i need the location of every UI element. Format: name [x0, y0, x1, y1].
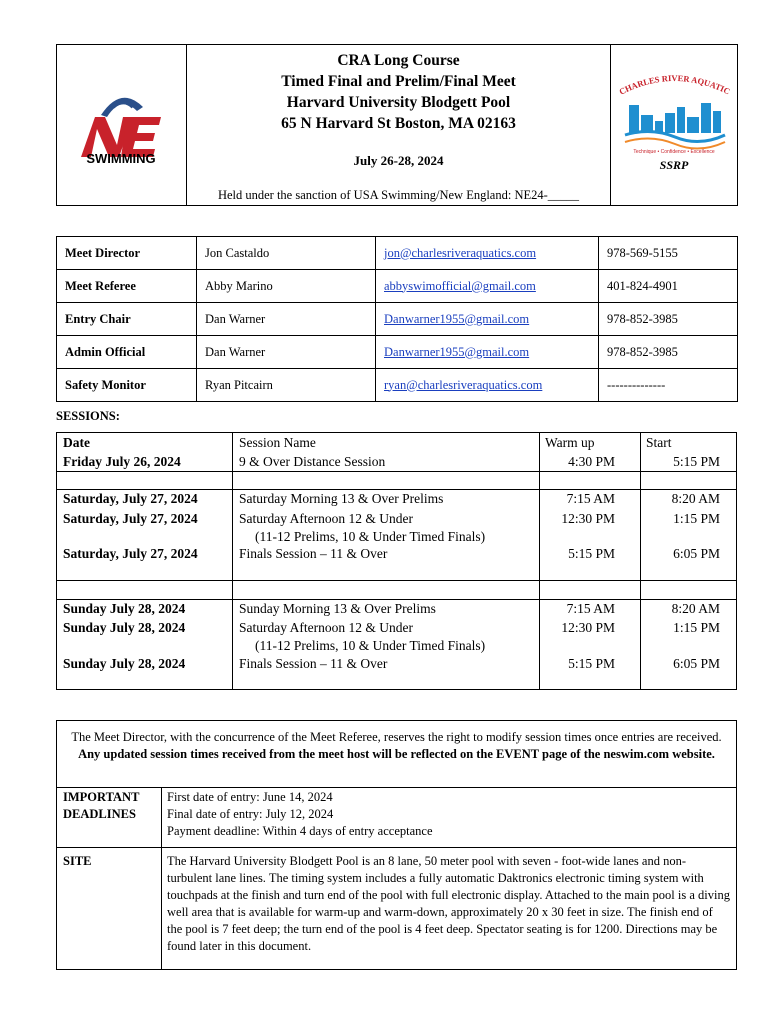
contact-phone: 401-824-4901 — [599, 270, 738, 303]
session-date: Friday July 26, 2024 — [63, 454, 181, 469]
session-date: Saturday, July 27, 2024 — [63, 546, 198, 561]
session-name: Saturday Afternoon 12 & Under — [239, 511, 413, 526]
contact-row — [57, 237, 738, 270]
ne-swimming-logo — [57, 45, 186, 205]
title-line-3: Harvard University Blodgett Pool — [286, 94, 511, 111]
sessions-table — [56, 432, 737, 690]
title-line-2: Timed Final and Prelim/Final Meet — [281, 73, 516, 90]
meet-header — [56, 44, 738, 206]
session-warmup: 4:30 PM — [568, 454, 615, 469]
schedule-note — [57, 729, 736, 763]
contact-phone: 978-569-5155 — [599, 237, 738, 270]
sessions-label: SESSIONS: — [56, 409, 120, 423]
session-warmup: 7:15 AM — [566, 601, 615, 616]
contact-email-cell — [376, 369, 599, 402]
session-name-detail: (11-12 Prelims, 10 & Under Timed Finals) — [255, 529, 486, 544]
sanction-line: Held under the sanction of USA Swimming/New England: NE24-_____ — [217, 188, 580, 202]
contact-email-link[interactable]: abbyswimofficial@gmail.com — [384, 278, 536, 293]
contact-role: Meet Referee — [57, 270, 197, 303]
session-name: Saturday Afternoon 12 & Under — [239, 620, 413, 635]
title-line-4: 65 N Harvard St Boston, MA 02163 — [281, 115, 516, 132]
contact-row — [57, 270, 738, 303]
session-start: 8:20 AM — [671, 601, 720, 616]
contact-email-link[interactable]: Danwarner1955@gmail.com — [384, 344, 530, 359]
header-session-name: Session Name — [239, 435, 316, 450]
session-warmup: 5:15 PM — [568, 656, 615, 671]
contact-name: Jon Castaldo — [197, 237, 376, 270]
ne-logo-caption: SWIMMING — [86, 151, 156, 166]
contact-name: Dan Warner — [197, 303, 376, 336]
contact-name: Dan Warner — [197, 336, 376, 369]
contact-phone: 978-852-3985 — [599, 303, 738, 336]
site-label: SITE — [63, 854, 92, 868]
contact-phone: -------------- — [599, 369, 738, 402]
meet-info-table — [56, 720, 737, 970]
contact-row — [57, 369, 738, 402]
session-date: Sunday July 28, 2024 — [63, 656, 186, 671]
session-start: 5:15 PM — [673, 454, 720, 469]
session-date: Sunday July 28, 2024 — [63, 601, 186, 616]
contact-phone: 978-852-3985 — [599, 336, 738, 369]
session-name: Finals Session – 11 & Over — [239, 546, 388, 561]
session-name: 9 & Over Distance Session — [239, 454, 386, 469]
header-start: Start — [646, 435, 672, 450]
svg-text:CHARLES RIVER AQUATICS — [611, 45, 732, 97]
title-line-1: CRA Long Course — [337, 52, 460, 69]
session-start: 8:20 AM — [671, 491, 720, 506]
session-start: 1:15 PM — [673, 511, 720, 526]
contact-row — [57, 303, 738, 336]
contact-email-link[interactable]: ryan@charlesriveraquatics.com — [384, 377, 543, 392]
header-date: Date — [63, 435, 90, 450]
contacts-table — [56, 236, 738, 402]
session-date: Saturday, July 27, 2024 — [63, 511, 198, 526]
session-name: Saturday Morning 13 & Over Prelims — [239, 491, 444, 506]
schedule-note-plain: The Meet Director, with the concurrence of the Meet Referee, reserves the right to modify session times once entries are received. — [71, 730, 722, 744]
contact-name: Abby Marino — [197, 270, 376, 303]
header-warmup: Warm up — [545, 435, 595, 450]
contact-email-cell — [376, 237, 599, 270]
session-name-detail: (11-12 Prelims, 10 & Under Timed Finals) — [255, 638, 486, 653]
session-start: 1:15 PM — [673, 620, 720, 635]
deadlines-label: IMPORTANT DEADLINES — [63, 790, 140, 821]
session-warmup: 12:30 PM — [561, 511, 615, 526]
charles-river-aquatics-logo — [611, 45, 738, 205]
contact-email-link[interactable]: Danwarner1955@gmail.com — [384, 311, 530, 326]
session-start: 6:05 PM — [673, 656, 720, 671]
contact-role: Admin Official — [57, 336, 197, 369]
deadline-payment: Payment deadline: Within 4 days of entry acceptance — [167, 824, 433, 838]
contact-role: Meet Director — [57, 237, 197, 270]
session-name: Sunday Morning 13 & Over Prelims — [239, 601, 436, 616]
session-warmup: 7:15 AM — [566, 491, 615, 506]
session-warmup: 5:15 PM — [568, 546, 615, 561]
meet-title-block — [187, 45, 610, 202]
contact-name: Ryan Pitcairn — [197, 369, 376, 402]
meet-dates: July 26-28, 2024 — [353, 153, 444, 168]
session-date: Sunday July 28, 2024 — [63, 620, 186, 635]
session-date: Saturday, July 27, 2024 — [63, 491, 198, 506]
session-name: Finals Session – 11 & Over — [239, 656, 388, 671]
cra-logo-cell — [610, 45, 738, 205]
contact-email-link[interactable]: jon@charlesriveraquatics.com — [384, 245, 537, 260]
contact-email-cell — [376, 303, 599, 336]
deadlines-list — [167, 789, 730, 840]
session-start: 6:05 PM — [673, 546, 720, 561]
cra-tagline: Technique • Confidence • Excellence — [633, 149, 715, 155]
contact-email-cell — [376, 270, 599, 303]
site-description: The Harvard University Blodgett Pool is an 8 lane, 50 meter pool with seven - foot-wide lanes and non-turbulent lane lines. The timing system includes a fully automatic Daktronics electronic timing system with touchpads at the finish and turn end of the pool with full electronic display. Attached to the main pool is a diving well area that is available for warm-up and warm-down, approximately 20 x 30 feet in size. The finish end of the pool is 7 feet deep; the turn end of the pool is 4 feet deep. Spectator seating is for 1200. Directions may be found later in this document. — [167, 854, 730, 953]
schedule-note-bold: Any updated session times received from the meet host will be reflected on the EVENT page of the neswim.com website. — [78, 747, 715, 761]
deadline-final: Final date of entry: July 12, 2024 — [167, 807, 334, 821]
contact-role: Safety Monitor — [57, 369, 197, 402]
deadline-first: First date of entry: June 14, 2024 — [167, 790, 333, 804]
contact-row — [57, 336, 738, 369]
contact-role: Entry Chair — [57, 303, 197, 336]
ssrp-badge: SSRP — [659, 158, 689, 172]
ne-swimming-logo-cell — [57, 45, 187, 205]
contact-email-cell — [376, 336, 599, 369]
session-warmup: 12:30 PM — [561, 620, 615, 635]
cra-arc-text: CHARLES RIVER AQUATIC — [617, 72, 732, 97]
